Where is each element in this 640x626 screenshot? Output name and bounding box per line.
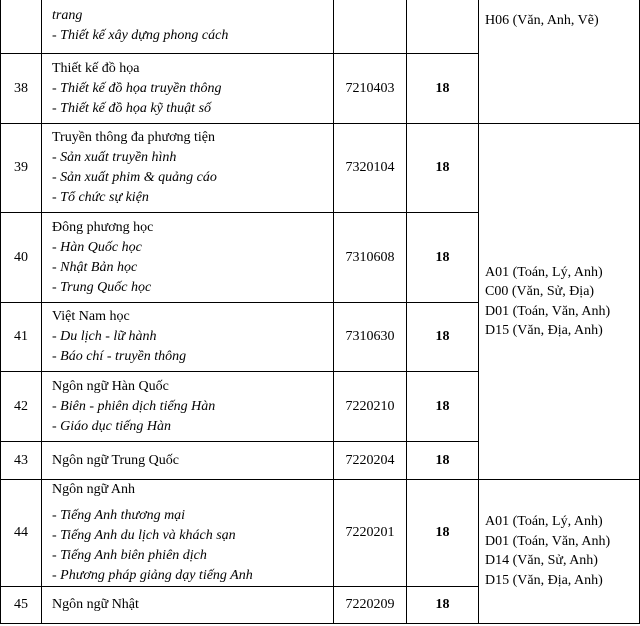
subject-combinations [479,480,640,624]
program-name-cell [42,587,334,624]
program-code: 7210403 [334,54,407,124]
row-number: 38 [1,54,42,124]
specialization: - Trung Quốc học [52,279,152,295]
row-number: 45 [1,587,42,624]
program-code: 7310608 [334,213,407,303]
specialization: - Sản xuất phim & quảng cáo [52,170,217,185]
row-number: 39 [1,124,42,213]
program-name-cell [42,213,334,303]
program-code: 7320104 [334,124,407,213]
combination: D01 (Toán, Văn, Anh) [485,533,611,549]
specialization: - Thiết kế đồ họa kỹ thuật số [52,100,212,116]
specialization: - Giáo dục tiếng Hàn [52,418,171,434]
table-row [1,0,640,54]
combination: A01 (Toán, Lý, Anh) [485,264,603,280]
program-name: Truyền thông đa phương tiện [52,130,216,145]
min-score: 18 [407,587,479,624]
specialization: - Du lịch - lữ hành [52,329,157,344]
specialization: - Báo chí - truyền thông [52,349,187,364]
combination: D01 (Toán, Văn, Anh) [485,303,611,319]
combination: D15 (Văn, Địa, Anh) [485,323,603,338]
program-name-cell [42,303,334,372]
program-code: 7220209 [334,587,407,624]
row-number [1,0,42,54]
row-number: 43 [1,442,42,480]
program-code: 7310630 [334,303,407,372]
row-number: 42 [1,372,42,442]
program-name-cell [42,372,334,442]
min-score: 18 [407,372,479,442]
min-score: 18 [407,54,479,124]
subject-combinations [479,0,640,124]
row-number: 44 [1,480,42,587]
min-score: 18 [407,442,479,480]
specialization: - Hàn Quốc học [52,239,142,255]
min-score: 18 [407,213,479,303]
specialization: - Sản xuất truyền hình [52,150,177,165]
min-score [407,0,479,54]
combination: D15 (Văn, Địa, Anh) [485,572,603,588]
min-score: 18 [407,124,479,213]
specialization: trang [52,8,83,23]
table-row [1,124,640,213]
program-name-cell [42,480,334,587]
min-score: 18 [407,480,479,587]
specialization: - Thiết kế đồ họa truyền thông [52,80,222,96]
subject-combinations [479,124,640,480]
specialization: - Tổ chức sự kiện [52,190,149,205]
program-code: 7220201 [334,480,407,587]
program-name: Ngôn ngữ Trung Quốc [52,452,179,468]
program-name: Việt Nam học [52,309,130,324]
combination: H06 (Văn, Anh, Vẽ) [485,13,599,28]
program-name: Ngôn ngữ Hàn Quốc [52,378,169,394]
specialization: - Tiếng Anh du lịch và khách sạn [52,528,236,543]
program-name-cell [42,124,334,213]
program-name: Ngôn ngữ Nhật [52,597,139,612]
program-name-cell [42,0,334,54]
row-number: 41 [1,303,42,372]
specialization: - Thiết kế xây dựng phong cách [52,28,229,43]
program-name-cell [42,54,334,124]
specialization: - Tiếng Anh thương mại [52,508,186,523]
program-code: 7220204 [334,442,407,480]
program-name: Ngôn ngữ Anh [52,482,136,497]
table-row [1,480,640,587]
specialization: - Tiếng Anh biên phiên dịch [52,548,207,563]
combination: C00 (Văn, Sử, Địa) [485,284,595,299]
min-score: 18 [407,303,479,372]
program-name-cell [42,442,334,480]
program-name: Đông phương học [52,219,154,235]
combination: A01 (Toán, Lý, Anh) [485,514,603,529]
program-code [334,0,407,54]
program-code: 7220210 [334,372,407,442]
specialization: - Phương pháp giảng dạy tiếng Anh [52,568,253,583]
row-number: 40 [1,213,42,303]
specialization: - Biên - phiên dịch tiếng Hàn [52,398,216,414]
program-name: Thiết kế đồ họa [52,60,140,76]
specialization: - Nhật Bản học [52,259,138,275]
combination: D14 (Văn, Sử, Anh) [485,553,598,568]
